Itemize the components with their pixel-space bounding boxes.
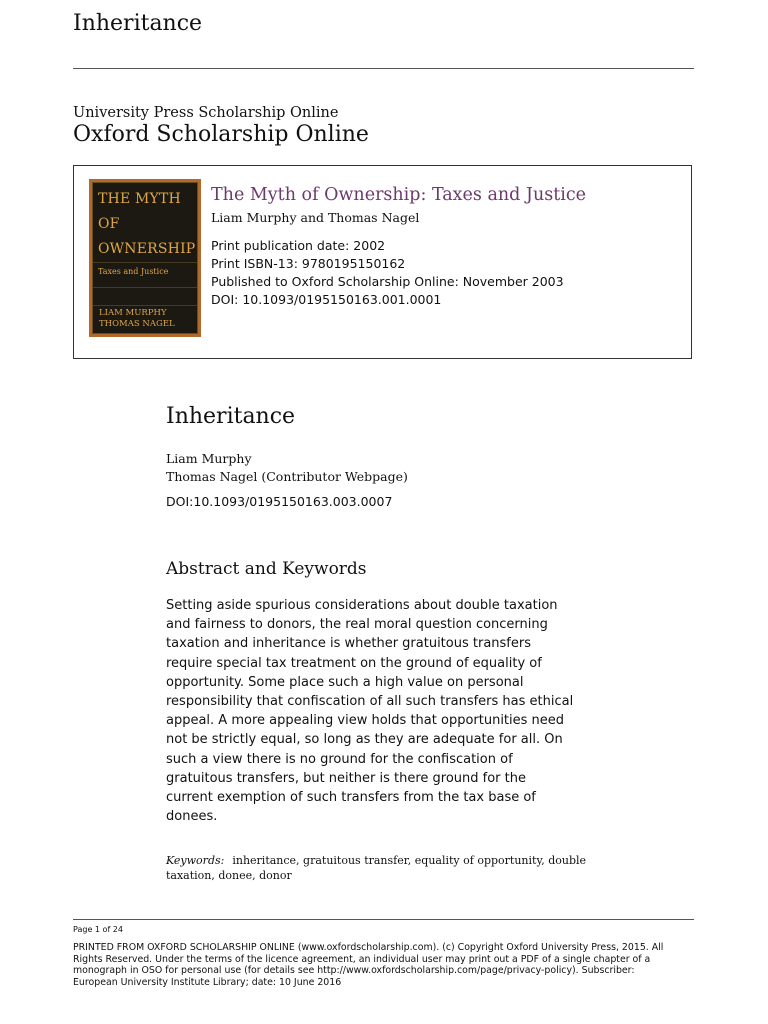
abstract-line: Setting aside spurious considerations about double taxation [166,598,558,613]
book-doi: DOI: 10.1093/0195150163.001.0001 [211,292,442,307]
isbn: Print ISBN-13: 9780195150162 [211,256,406,271]
keywords [166,853,596,883]
book-authors: Liam Murphy and Thomas Nagel [211,210,420,225]
footer-line: PRINTED FROM OXFORD SCHOLARSHIP ONLINE (www.oxfordscholarship.com). (c) Copyright Oxford University Press, 2015. All [73,942,664,953]
footer-line: monograph in OSO for personal use (for details see http://www.oxfordscholarship.com/page/privacy-policy). Subscriber: [73,965,635,977]
copyright-notice [73,942,693,989]
header-divider [73,68,694,69]
book-cover-image[interactable] [89,179,201,337]
footer-divider [73,919,694,920]
series-name: University Press Scholarship Online [73,105,339,121]
chapter-title: Inheritance [166,404,296,429]
running-title: Inheritance [73,11,203,36]
published-date: Published to Oxford Scholarship Online: November 2003 [211,274,564,289]
abstract-line: such a view there is no ground for the confiscation of [166,751,513,767]
abstract-line: gratuitous transfers, but neither is there ground for the [166,770,526,786]
abstract-text [166,596,606,826]
cover-rule [93,262,197,263]
abstract-line: not be strictly equal, so long as they are adequate for all. On [166,732,563,748]
abstract-heading: Abstract and Keywords [166,559,367,579]
chapter-contributor[interactable]: Thomas Nagel (Contributor Webpage) [166,469,408,484]
abstract-line: taxation and inheritance is whether gratuitous transfers [166,636,531,652]
abstract-line: donees. [166,809,218,825]
abstract-line: and fairness to donors, the real moral question concerning [166,617,548,633]
footer-line: Rights Reserved. Under the terms of the licence agreement, an individual user may print out a PDF of a single chapter of a [73,953,651,965]
abstract-line: opportunity. Some place such a high value on personal [166,674,524,690]
keywords-label: Keywords: [166,854,225,867]
abstract-line: appeal. A more appealing view holds that opportunities need [166,713,565,729]
footer-line: European University Institute Library; date: 10 June 2016 [73,977,342,989]
book-info-box [73,165,692,359]
cover-author: LIAM MURPHY [99,308,167,318]
cover-author: THOMAS NAGEL [99,319,175,329]
page-number: Page 1 of 24 [73,925,123,934]
print-date: Print publication date: 2002 [211,238,386,253]
cover-subtitle: Taxes and Justice [98,267,169,276]
book-title[interactable]: The Myth of Ownership: Taxes and Justice [211,185,586,205]
abstract-line: responsibility that confiscation of all such transfers has ethical [166,694,574,710]
cover-title: THE MYTH OF OWNERSHIP [98,191,196,257]
keywords-list: inheritance, gratuitous transfer, equality of opportunity, double taxation, donee, donor [166,854,587,882]
abstract-line: require special tax treatment on the ground of equality of [166,655,542,671]
site-name[interactable]: Oxford Scholarship Online [73,122,369,147]
cover-rule [93,305,197,306]
chapter-doi: DOI:10.1093/0195150163.003.0007 [166,494,393,509]
chapter-author: Liam Murphy [166,451,252,466]
cover-rule [93,287,197,288]
abstract-line: current exemption of such transfers from the tax base of [166,790,536,806]
